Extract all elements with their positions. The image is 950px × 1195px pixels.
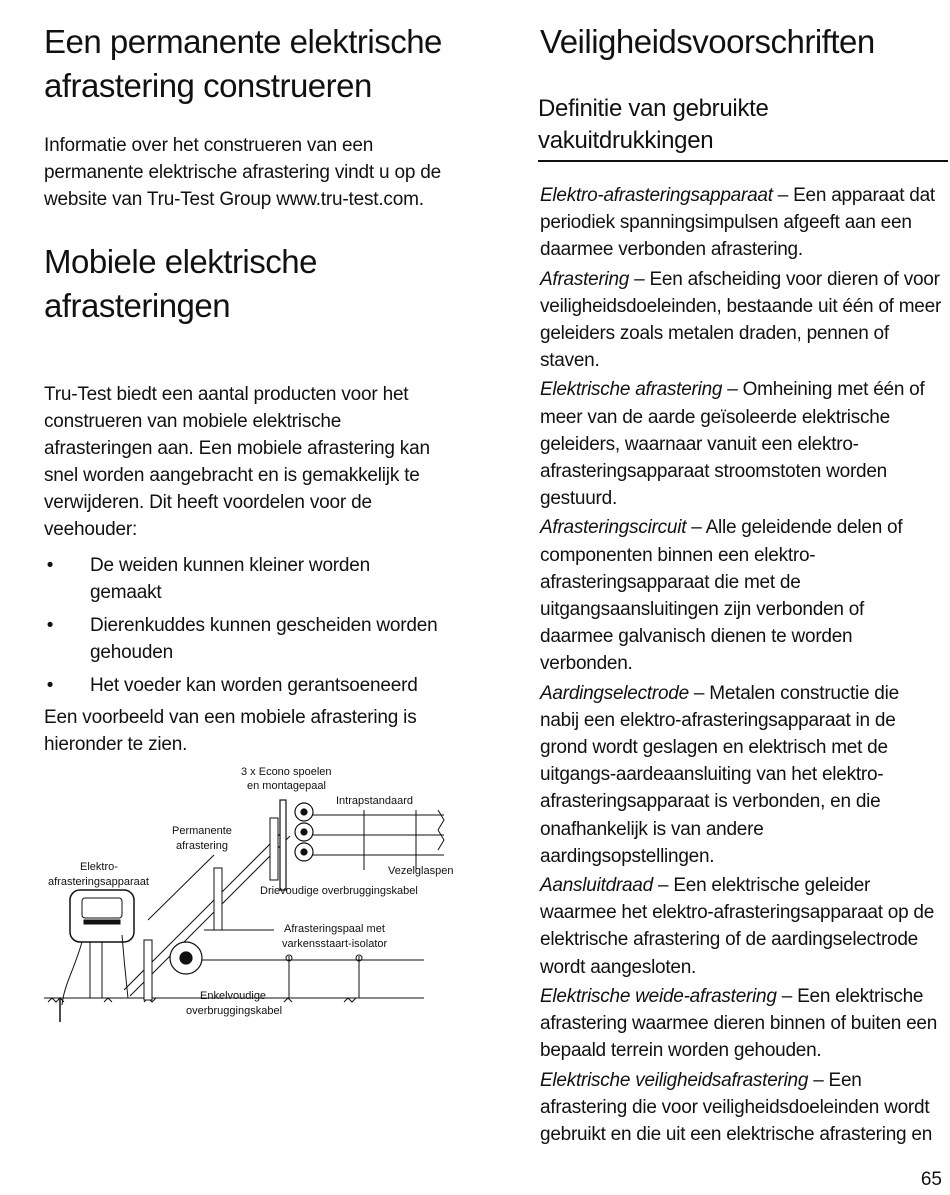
text-line: permanente elektrische afrastering vindt u op de bbox=[44, 162, 442, 183]
definition-item bbox=[540, 266, 950, 375]
definition-text: afrasteringsapparaat die met de bbox=[540, 571, 801, 593]
text-line: Tru-Test biedt een aantal producten voor het bbox=[44, 384, 409, 405]
definition-text: uitgangs-aardeaansluiting van het elektro- bbox=[540, 764, 884, 786]
definition-text: afrastering waarmee dieren binnen of buiten een bbox=[540, 1013, 938, 1035]
definition-line bbox=[540, 542, 950, 569]
definition-text: – Een bbox=[808, 1069, 862, 1091]
definition-line bbox=[540, 983, 950, 1010]
bullet-icon: • bbox=[46, 615, 54, 636]
mobile-fence-wires-top bbox=[312, 810, 444, 870]
definition-text: periodiek spanningsimpulsen afgeeft aan een bbox=[540, 212, 912, 234]
definition-line bbox=[540, 734, 950, 761]
definition-text: – Een elektrische geleider bbox=[652, 875, 871, 897]
label-single-cable: Enkelvoudige bbox=[200, 990, 267, 1002]
text-line: Informatie over het construeren van een bbox=[44, 135, 374, 156]
paragraph-permanent-info bbox=[44, 132, 484, 213]
definition-line bbox=[540, 761, 950, 788]
definition-line bbox=[540, 458, 950, 485]
definition-text: bepaald terrein worden gehouden. bbox=[540, 1040, 822, 1062]
definition-text: aardingsopstellingen. bbox=[540, 845, 715, 867]
definition-text: geleiders zoals metalen draden, pennen of bbox=[540, 323, 889, 345]
definition-line bbox=[540, 1094, 950, 1121]
label-energizer: afrasteringsapparaat bbox=[48, 876, 149, 888]
paragraph-mobile-intro bbox=[44, 381, 484, 543]
definition-line bbox=[540, 182, 950, 209]
definition-text: afrasteringsapparaat is verbonden, en die bbox=[540, 791, 881, 813]
definitions-list bbox=[540, 182, 950, 1150]
definition-item bbox=[540, 182, 950, 264]
text-line: Een voorbeeld van een mobiele afrastering is bbox=[44, 707, 417, 728]
definition-line bbox=[540, 236, 950, 263]
definition-text: afrasteringsapparaat stroomstoten worden bbox=[540, 461, 887, 483]
text-line: verwijderen. Dit heeft voordelen voor de bbox=[44, 492, 372, 513]
label-vezelglaspen: Vezelglaspen bbox=[388, 865, 454, 877]
text-line: snel worden aangebracht en is gemakkelijk te bbox=[44, 465, 420, 486]
definition-text: – Een apparaat dat bbox=[772, 185, 935, 206]
definition-text: uitgangsaansluitingen zijn verbonden of bbox=[540, 599, 865, 621]
subheading-line: Definitie van gebruikte bbox=[538, 95, 769, 122]
list-item bbox=[44, 552, 484, 606]
definition-item bbox=[540, 514, 950, 677]
definition-text: wordt aangesloten. bbox=[540, 956, 697, 978]
bullet-text: gemaakt bbox=[90, 582, 162, 603]
definition-line bbox=[540, 514, 950, 541]
definition-text: gestuurd. bbox=[540, 488, 617, 510]
definition-text: gebruikt en die uit een elektrische afrastering en bbox=[540, 1123, 933, 1145]
bullet-text: Dierenkuddes kunnen gescheiden worden bbox=[90, 615, 438, 636]
definition-line bbox=[540, 347, 950, 374]
definition-item bbox=[540, 1067, 950, 1149]
list-item bbox=[44, 672, 484, 699]
definition-text: geleiders, waarnaar vanuit een elektro- bbox=[540, 433, 859, 455]
definition-text: verbonden. bbox=[540, 653, 633, 675]
label-single-cable: overbruggingskabel bbox=[186, 1005, 283, 1017]
definition-term: Elektrische veiligheidsafrastering bbox=[540, 1069, 809, 1091]
subheading-line: vakuitdrukkingen bbox=[538, 127, 714, 154]
definition-text: – Een afscheiding voor dieren of voor bbox=[629, 268, 940, 290]
definition-line bbox=[540, 431, 950, 458]
definition-term: Elektrische weide-afrastering bbox=[540, 985, 777, 1007]
definition-term: Elektro-afrasteringsapparaat bbox=[540, 185, 773, 206]
label-energizer: Elektro- bbox=[80, 861, 118, 873]
definition-line bbox=[540, 209, 950, 236]
text-line: afrasteringen aan. Een mobiele afrastering kan bbox=[44, 438, 430, 459]
text-line: construeren van mobiele elektrische bbox=[44, 411, 342, 432]
definition-line bbox=[540, 404, 950, 431]
definition-line bbox=[540, 899, 950, 926]
definition-term: Elektrische afrastering bbox=[540, 379, 723, 401]
heading-line: Mobiele elektrische bbox=[44, 243, 317, 280]
definition-item bbox=[540, 872, 950, 981]
definition-text: staven. bbox=[540, 350, 600, 372]
definition-item bbox=[540, 983, 950, 1065]
definition-item bbox=[540, 376, 950, 512]
definition-line bbox=[540, 788, 950, 815]
bullet-text: Het voeder kan worden gerantsoeneerd bbox=[90, 675, 418, 696]
definition-text: componenten binnen een elektro- bbox=[540, 544, 816, 566]
label-permanent: Permanente bbox=[172, 825, 232, 837]
definition-line bbox=[540, 1067, 950, 1094]
definition-line bbox=[540, 569, 950, 596]
definition-line bbox=[540, 1010, 950, 1037]
label-post: Afrasteringspaal met bbox=[284, 923, 385, 935]
definition-text: daarmee galvanisch dienen te worden bbox=[540, 626, 853, 648]
page-number: 65 bbox=[920, 1169, 942, 1190]
paragraph-example bbox=[44, 704, 484, 758]
definition-line bbox=[540, 623, 950, 650]
bullet-icon: • bbox=[46, 555, 54, 576]
definition-line bbox=[540, 376, 950, 403]
definition-text: – Omheining met één of bbox=[722, 379, 925, 401]
bullet-text: gehouden bbox=[90, 642, 173, 663]
label-intrap: Intrapstandaard bbox=[336, 795, 414, 807]
definition-line bbox=[540, 266, 950, 293]
advantages-list bbox=[44, 552, 484, 705]
definition-text: afrastering die voor veiligheidsdoeleinden wordt bbox=[540, 1096, 930, 1118]
definition-text: veiligheidsdoeleinden, bestaande uit één of meer bbox=[540, 295, 942, 317]
bullet-text: De weiden kunnen kleiner worden bbox=[90, 555, 371, 576]
heading-line: Een permanente elektrische bbox=[44, 23, 442, 60]
definition-line bbox=[540, 843, 950, 870]
heading-line: afrasteringen bbox=[44, 287, 231, 324]
definition-text: nabij een elektro-afrasteringsapparaat in de bbox=[540, 709, 896, 731]
definition-item bbox=[540, 680, 950, 870]
definition-term: Afrastering bbox=[540, 268, 630, 290]
definition-text: grond wordt geslagen en elektrisch met de bbox=[540, 737, 888, 759]
heading-safety: Veiligheidsvoorschriften bbox=[540, 23, 875, 60]
definition-term: Aardingselectrode bbox=[540, 682, 689, 704]
mobile-fence-diagram bbox=[44, 760, 454, 1030]
label-post: varkensstaart-isolator bbox=[282, 938, 388, 950]
label-permanent: afrastering bbox=[176, 840, 228, 852]
list-item bbox=[44, 612, 484, 666]
definition-text: – Alle geleidende delen of bbox=[686, 517, 903, 539]
definition-line bbox=[540, 293, 950, 320]
definition-text: – Metalen constructie die bbox=[688, 682, 899, 704]
definition-line bbox=[540, 954, 950, 981]
definition-line bbox=[540, 1121, 950, 1148]
heading-line: afrastering construeren bbox=[44, 67, 372, 104]
label-spools: 3 x Econo spoelen bbox=[241, 766, 332, 778]
definition-line bbox=[540, 816, 950, 843]
definition-line bbox=[540, 1037, 950, 1064]
definition-line bbox=[540, 485, 950, 512]
definition-line bbox=[540, 707, 950, 734]
text-line: hieronder te zien. bbox=[44, 734, 188, 755]
definition-line bbox=[540, 680, 950, 707]
label-spools: en montagepaal bbox=[247, 780, 326, 792]
definition-text: elektrische afrastering of de aardingselectrode bbox=[540, 929, 918, 951]
single-reel bbox=[170, 942, 202, 974]
definition-text: daarmee verbonden afrastering. bbox=[540, 239, 803, 261]
definition-term: Aansluitdraad bbox=[540, 875, 653, 897]
definition-line bbox=[540, 926, 950, 953]
definition-line bbox=[540, 872, 950, 899]
definition-line bbox=[540, 650, 950, 677]
definition-text: onafhankelijk is van andere bbox=[540, 818, 764, 840]
text-line: website van Tru-Test Group www.tru-test.com. bbox=[44, 189, 424, 210]
energizer-device bbox=[62, 890, 134, 1005]
definition-text: meer van de aarde geïsoleerde elektrische bbox=[540, 406, 890, 428]
heading-mobile-fences bbox=[44, 240, 484, 328]
definition-term: Afrasteringscircuit bbox=[540, 517, 687, 539]
definition-text: waarmee het elektro-afrasteringsapparaat op de bbox=[540, 902, 935, 924]
definition-text: – Een elektrische bbox=[776, 985, 924, 1007]
subheading-definitions bbox=[538, 93, 948, 162]
definition-line bbox=[540, 596, 950, 623]
heading-permanent-fence bbox=[44, 20, 484, 108]
econo-spools bbox=[280, 800, 313, 890]
definition-line bbox=[540, 320, 950, 347]
label-triple-cable: Drievoudige overbruggingskabel bbox=[260, 885, 418, 897]
text-line: veehouder: bbox=[44, 519, 138, 540]
bullet-icon: • bbox=[46, 675, 54, 696]
